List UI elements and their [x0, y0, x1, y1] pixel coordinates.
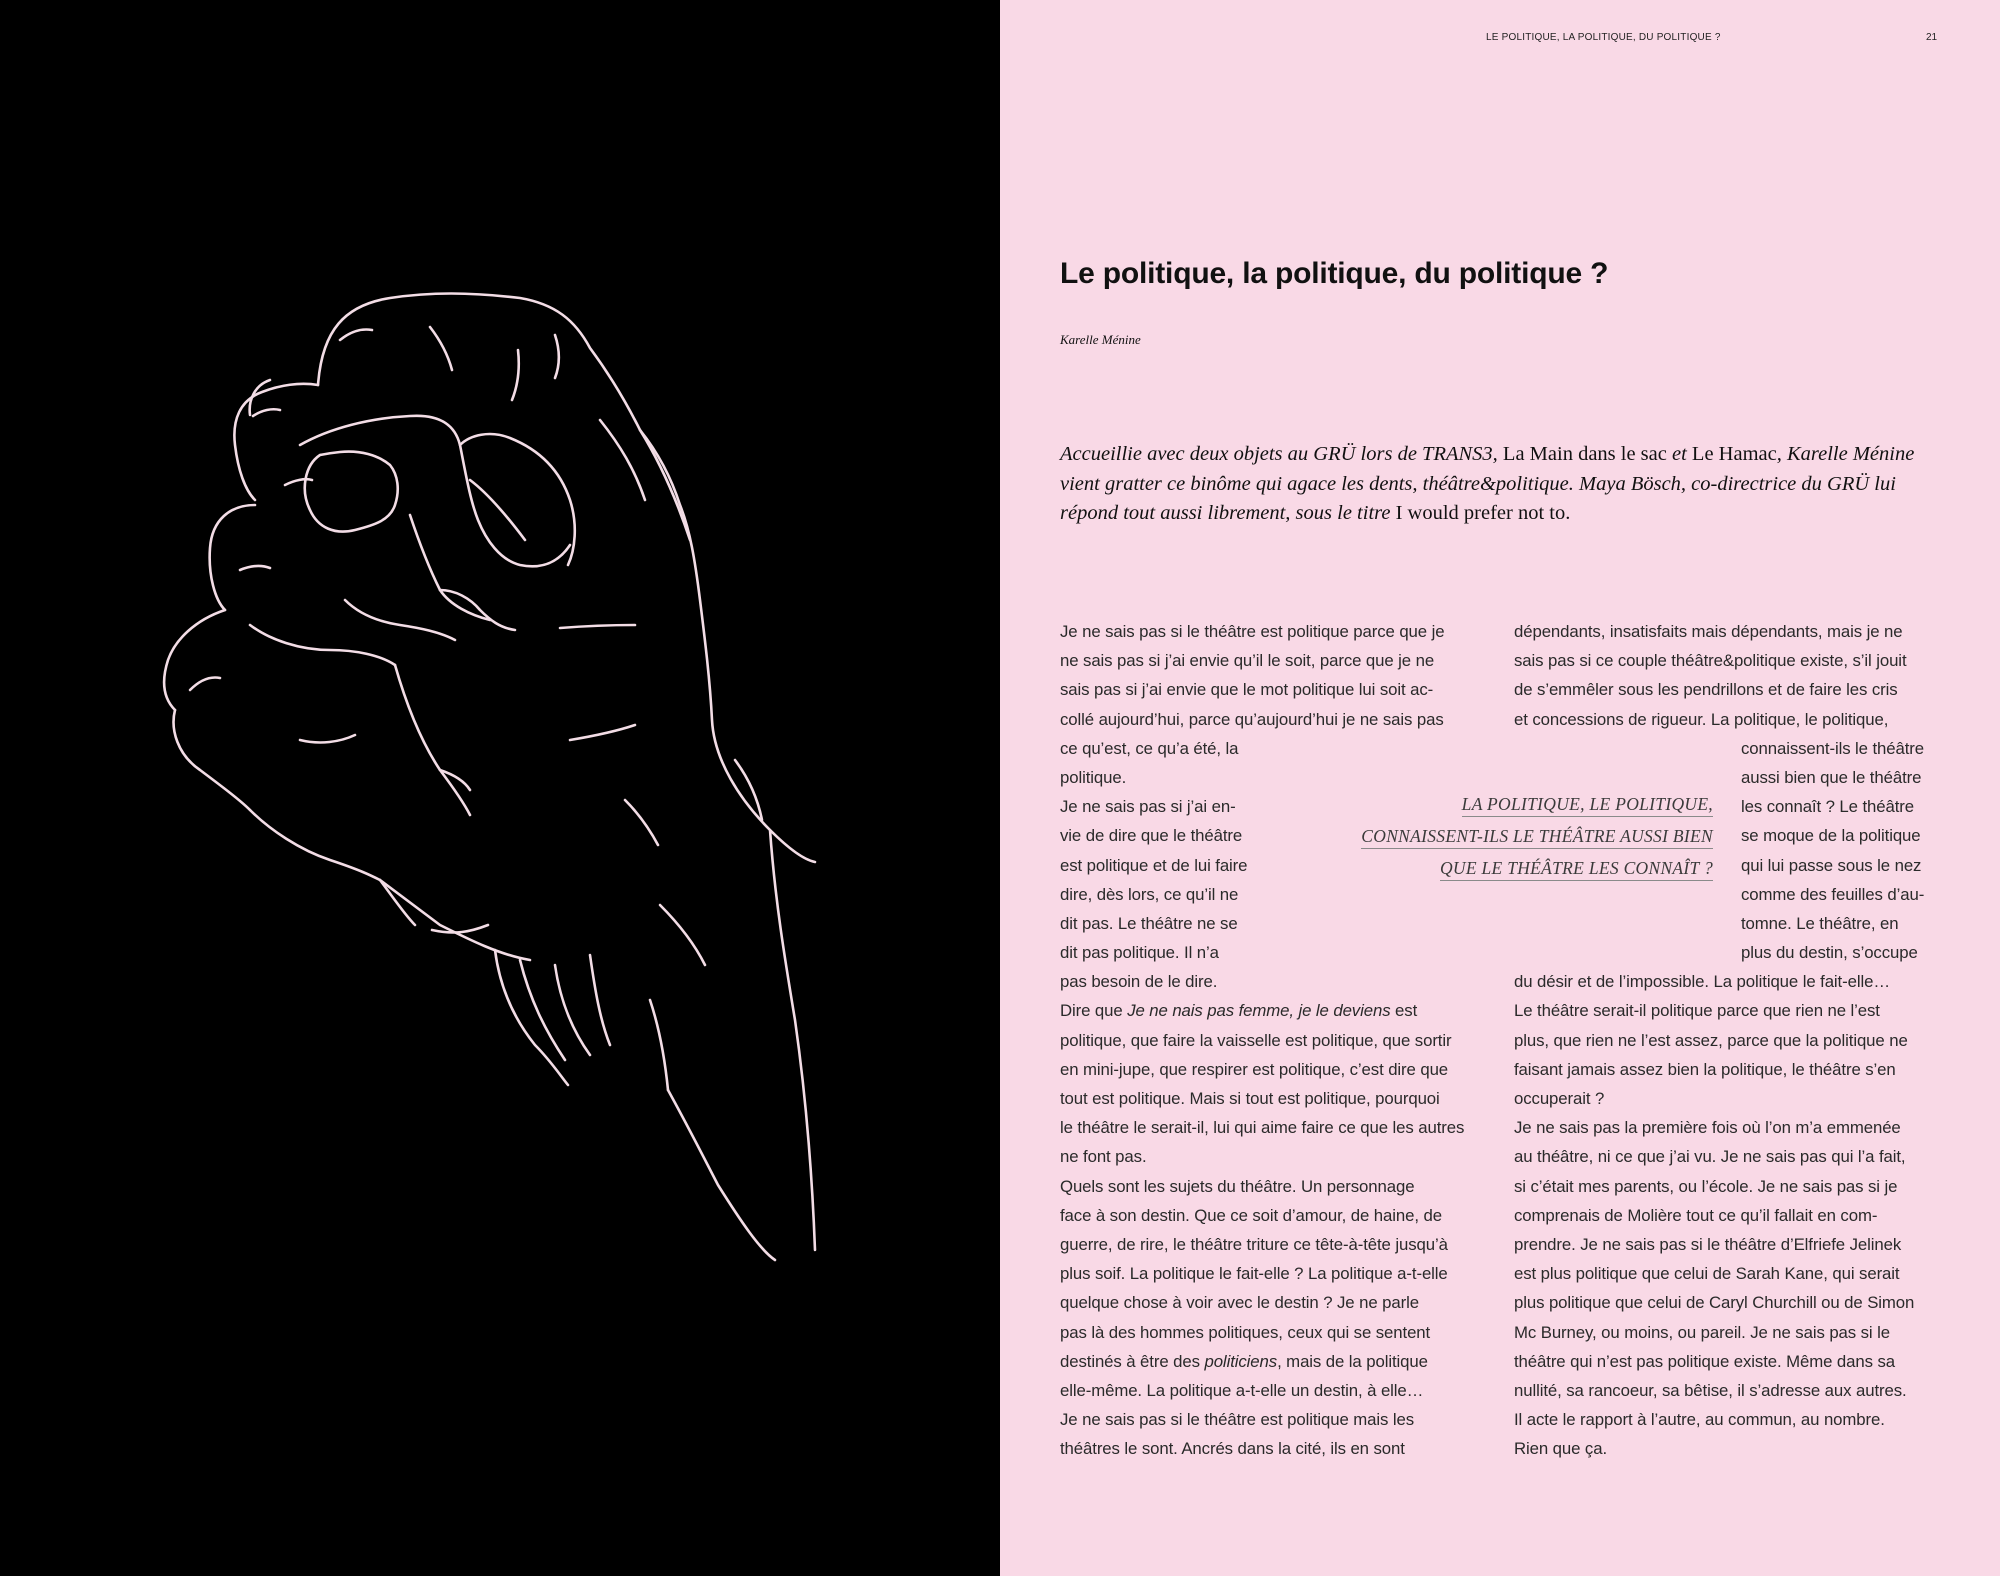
body-column-right — [1514, 617, 1944, 1463]
lede-paragraph — [1060, 440, 1945, 529]
text-line: du désir et de l’impossible. La politique le fait-elle… — [1514, 972, 1891, 992]
text-line: et concessions de rigueur. La politique, le politique, — [1514, 709, 1889, 729]
text-line: Je ne sais pas la première fois où l’on m’a emmenée — [1514, 1118, 1901, 1138]
text-line: de s’emmêler sous les pendrillons et de faire les cris — [1514, 680, 1898, 700]
text-line: en mini-jupe, que respirer est politique, c’est dire que — [1060, 1059, 1449, 1079]
pull-quote-line: CONNAISSENT-ILS LE THÉÂTRE AUSSI BIEN — [1361, 824, 1713, 849]
text-line: Je ne sais pas si j’ai en- — [1060, 797, 1236, 817]
text-line: Mc Burney, ou moins, ou pareil. Je ne sais pas si le — [1514, 1322, 1890, 1342]
page-number: 21 — [1926, 32, 1938, 43]
text-line: faisant jamais assez bien la politique, le théâtre s’en — [1514, 1059, 1896, 1079]
text-run: destinés à être des — [1060, 1351, 1205, 1371]
lede-text-2: et — [1666, 443, 1692, 465]
text-line: le théâtre le serait-il, lui qui aime faire ce que les autres — [1060, 1118, 1465, 1138]
text-line: comprenais de Molière tout ce qu’il fallait en com- — [1514, 1205, 1878, 1225]
text-line — [1060, 996, 1498, 1025]
article-title: Le politique, la politique, du politique ? — [1060, 257, 1609, 290]
text-line: au théâtre, ni ce que j’ai vu. Je ne sais pas qui l’a fait, — [1514, 1147, 1906, 1167]
text-line: comme des feuilles d’au- — [1741, 884, 1925, 904]
text-line: Je ne sais pas si le théâtre est politique mais les — [1060, 1410, 1415, 1430]
text-line: les connaît ? Le théâtre — [1741, 797, 1914, 817]
text-line: est plus politique que celui de Sarah Kane, qui serait — [1514, 1264, 1900, 1284]
text-page — [1000, 0, 2000, 1576]
text-line: théâtres le sont. Ancrés dans la cité, ils en sont — [1060, 1439, 1405, 1459]
text-line: quelque chose à voir avec le destin ? Je ne parle — [1060, 1293, 1419, 1313]
text-line: dépendants, insatisfaits mais dépendants, mais je ne — [1514, 622, 1903, 641]
text-line: dit pas. Le théâtre ne se — [1060, 913, 1238, 933]
text-line: occuperait ? — [1514, 1089, 1605, 1108]
text-run: est — [1390, 1001, 1418, 1021]
text-line: dire, dès lors, ce qu’il ne — [1060, 884, 1239, 904]
pull-quote-line: QUE LE THÉÂTRE LES CONNAÎT ? — [1440, 856, 1713, 881]
text-line: Le théâtre serait-il politique parce que rien ne l’est — [1514, 1001, 1880, 1021]
text-line: politique. — [1060, 767, 1127, 787]
text-line: ne sais pas si j’ai envie qu’il le soit, parce que je ne — [1060, 651, 1435, 671]
text-line: Rien que ça. — [1514, 1439, 1608, 1459]
text-line: elle-même. La politique a-t-elle un destin, à elle… — [1060, 1380, 1424, 1400]
text-line: plus du destin, s’occupe — [1741, 943, 1918, 963]
text-line: si c’était mes parents, ou l’école. Je ne sais pas si je — [1514, 1176, 1898, 1196]
text-line: pas besoin de le dire. — [1060, 972, 1218, 992]
text-line: qui lui passe sous le nez — [1741, 855, 1922, 875]
emphasized-word: politiciens — [1204, 1351, 1278, 1371]
text-line: se moque de la politique — [1741, 826, 1921, 846]
lede-object-title-2: Le Hamac — [1691, 443, 1777, 465]
text-line — [1060, 1347, 1498, 1376]
quoted-phrase: Je ne nais pas femme, je le deviens — [1127, 1001, 1391, 1021]
text-line: tout est politique. Mais si tout est politique, pourquoi — [1060, 1089, 1440, 1108]
text-line: ce qu’est, ce qu’a été, la — [1060, 738, 1239, 758]
text-line: plus soif. La politique le fait-elle ? La politique a-t-elle — [1060, 1264, 1448, 1284]
text-line: théâtre qui n’est pas politique existe. Même dans sa — [1514, 1351, 1895, 1371]
text-line: Quels sont les sujets du théâtre. Un personnage — [1060, 1176, 1415, 1196]
lede-text-1: Accueillie avec deux objets au GRÜ lors de TRANS3, — [1060, 443, 1503, 465]
text-line: sais pas si j’ai envie que le mot politique lui soit ac- — [1060, 680, 1434, 700]
text-line: vie de dire que le théâtre — [1060, 826, 1243, 846]
text-line: prendre. Je ne sais pas si le théâtre d’Elfriefe Jelinek — [1514, 1234, 1902, 1254]
text-line: pas là des hommes politiques, ceux qui se sentent — [1060, 1322, 1431, 1342]
text-line: sais pas si ce couple théâtre&politique existe, s’il jouit — [1514, 651, 1907, 671]
text-line: plus politique que celui de Caryl Churchill ou de Simon — [1514, 1293, 1915, 1313]
text-run: Dire que — [1060, 1001, 1128, 1021]
running-head: LE POLITIQUE, LA POLITIQUE, DU POLITIQUE ? — [1486, 32, 1721, 43]
text-line: Je ne sais pas si le théâtre est politique parce que je — [1060, 622, 1445, 641]
text-line: collé aujourd’hui, parce qu’aujourd’hui je ne sais pas — [1060, 709, 1444, 729]
text-line: nullité, sa rancoeur, sa bêtise, il s’adresse aux autres. — [1514, 1380, 1907, 1400]
lede-response-title: I would prefer not to. — [1395, 502, 1571, 524]
text-run: , mais de la politique — [1277, 1351, 1428, 1371]
text-line: face à son destin. Que ce soit d’amour, de haine, de — [1060, 1205, 1442, 1225]
text-line: plus, que rien ne l’est assez, parce que la politique ne — [1514, 1030, 1908, 1050]
text-line: est politique et de lui faire — [1060, 855, 1248, 875]
text-line: aussi bien que le théâtre — [1741, 767, 1922, 787]
text-line: politique, que faire la vaisselle est politique, que sortir — [1060, 1030, 1452, 1050]
text-line: ne font pas. — [1060, 1147, 1147, 1167]
text-line: tomne. Le théâtre, en — [1741, 913, 1899, 933]
pull-quote — [1225, 790, 1713, 886]
pull-quote-line: LA POLITIQUE, LE POLITIQUE, — [1462, 792, 1713, 817]
text-line: guerre, de rire, le théâtre triture ce tête-à-tête jusqu’à — [1060, 1234, 1448, 1254]
lede-object-title-1: La Main dans le sac — [1502, 443, 1667, 465]
author-byline: Karelle Ménine — [1060, 332, 1141, 347]
text-line: Il acte le rapport à l’autre, au commun, au nombre. — [1514, 1410, 1885, 1430]
text-line: dit pas politique. Il n’a — [1060, 943, 1219, 963]
body-column-left — [1060, 617, 1498, 1463]
text-line: connaissent-ils le théâtre — [1741, 738, 1925, 758]
lede-text-3: , Karelle Ménine vient gratter ce binôme qui agace les dents, théâtre&politique. Maya Bösch, co-directrice du GRÜ lui répond tout aussi librement, sous le titre — [1060, 443, 1915, 524]
